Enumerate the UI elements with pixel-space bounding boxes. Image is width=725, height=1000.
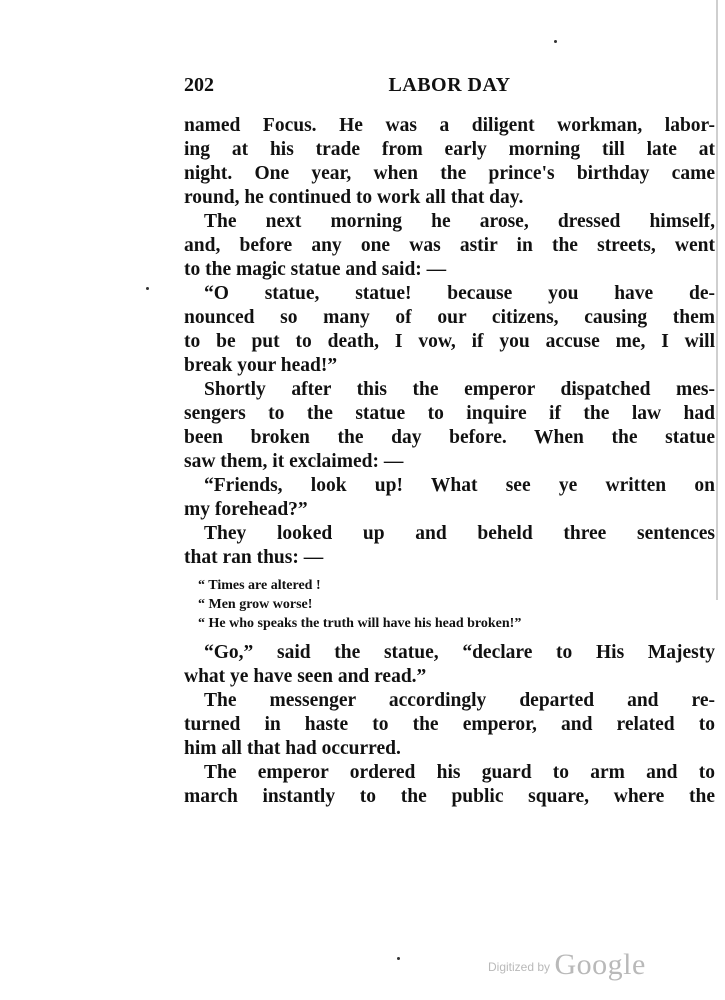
text-line: The next morning he arose, dressed himself, xyxy=(204,211,715,232)
quote-line: “ He who speaks the truth will have his head broken!” xyxy=(198,616,522,631)
running-title: LABOR DAY xyxy=(388,74,511,96)
text-line: “Friends, look up! What see ye written on xyxy=(204,475,715,496)
text-line: “Go,” said the statue, “declare to His Majesty xyxy=(204,642,715,663)
text-line: what ye have seen and read.” xyxy=(184,666,427,687)
text-line: ing at his trade from early morning till late at xyxy=(184,139,715,160)
text-block xyxy=(184,114,715,570)
text-line: round, he continued to work all that day. xyxy=(184,187,524,208)
text-line: to the magic statue and said: — xyxy=(184,259,447,280)
text-line: “O statue, statue! because you have de- xyxy=(204,283,715,304)
text-line: The messenger accordingly departed and re- xyxy=(204,690,715,711)
text-line: saw them, it exclaimed: — xyxy=(184,451,404,472)
google-logo: Google xyxy=(554,948,646,981)
text-line: Shortly after this the emperor dispatched mes- xyxy=(204,379,715,400)
quote-line: “ Times are altered ! xyxy=(198,578,321,593)
text-line: The emperor ordered his guard to arm and to xyxy=(204,762,715,783)
page-header xyxy=(184,74,715,100)
text-line: They looked up and beheld three sentences xyxy=(204,523,715,544)
page-number: 202 xyxy=(184,74,214,96)
text-line: that ran thus: — xyxy=(184,547,324,568)
text-line: and, before any one was astir in the streets, went xyxy=(184,235,715,256)
page-body xyxy=(184,114,715,809)
digitized-watermark xyxy=(488,948,646,982)
scan-speck xyxy=(554,40,557,43)
quote-line: “ Men grow worse! xyxy=(198,597,313,612)
scan-edge xyxy=(716,0,718,600)
text-line: march instantly to the public square, where the xyxy=(184,786,715,807)
text-block xyxy=(184,641,715,809)
inscription-quotes xyxy=(184,576,715,633)
text-line: sengers to the statue to inquire if the law had xyxy=(184,403,715,424)
scan-speck xyxy=(146,287,149,290)
text-line: named Focus. He was a diligent workman, labor- xyxy=(184,115,715,136)
scan-speck xyxy=(397,957,400,960)
text-line: been broken the day before. When the statue xyxy=(184,427,715,448)
text-line: to be put to death, I vow, if you accuse me, I will xyxy=(184,331,715,352)
text-line: break your head!” xyxy=(184,355,338,376)
watermark-prefix: Digitized by xyxy=(488,960,551,974)
text-line: nounced so many of our citizens, causing them xyxy=(184,307,715,328)
text-line: my forehead?” xyxy=(184,499,308,520)
text-line: him all that had occurred. xyxy=(184,738,401,759)
text-line: turned in haste to the emperor, and related to xyxy=(184,714,715,735)
text-line: night. One year, when the prince's birthday came xyxy=(184,163,715,184)
